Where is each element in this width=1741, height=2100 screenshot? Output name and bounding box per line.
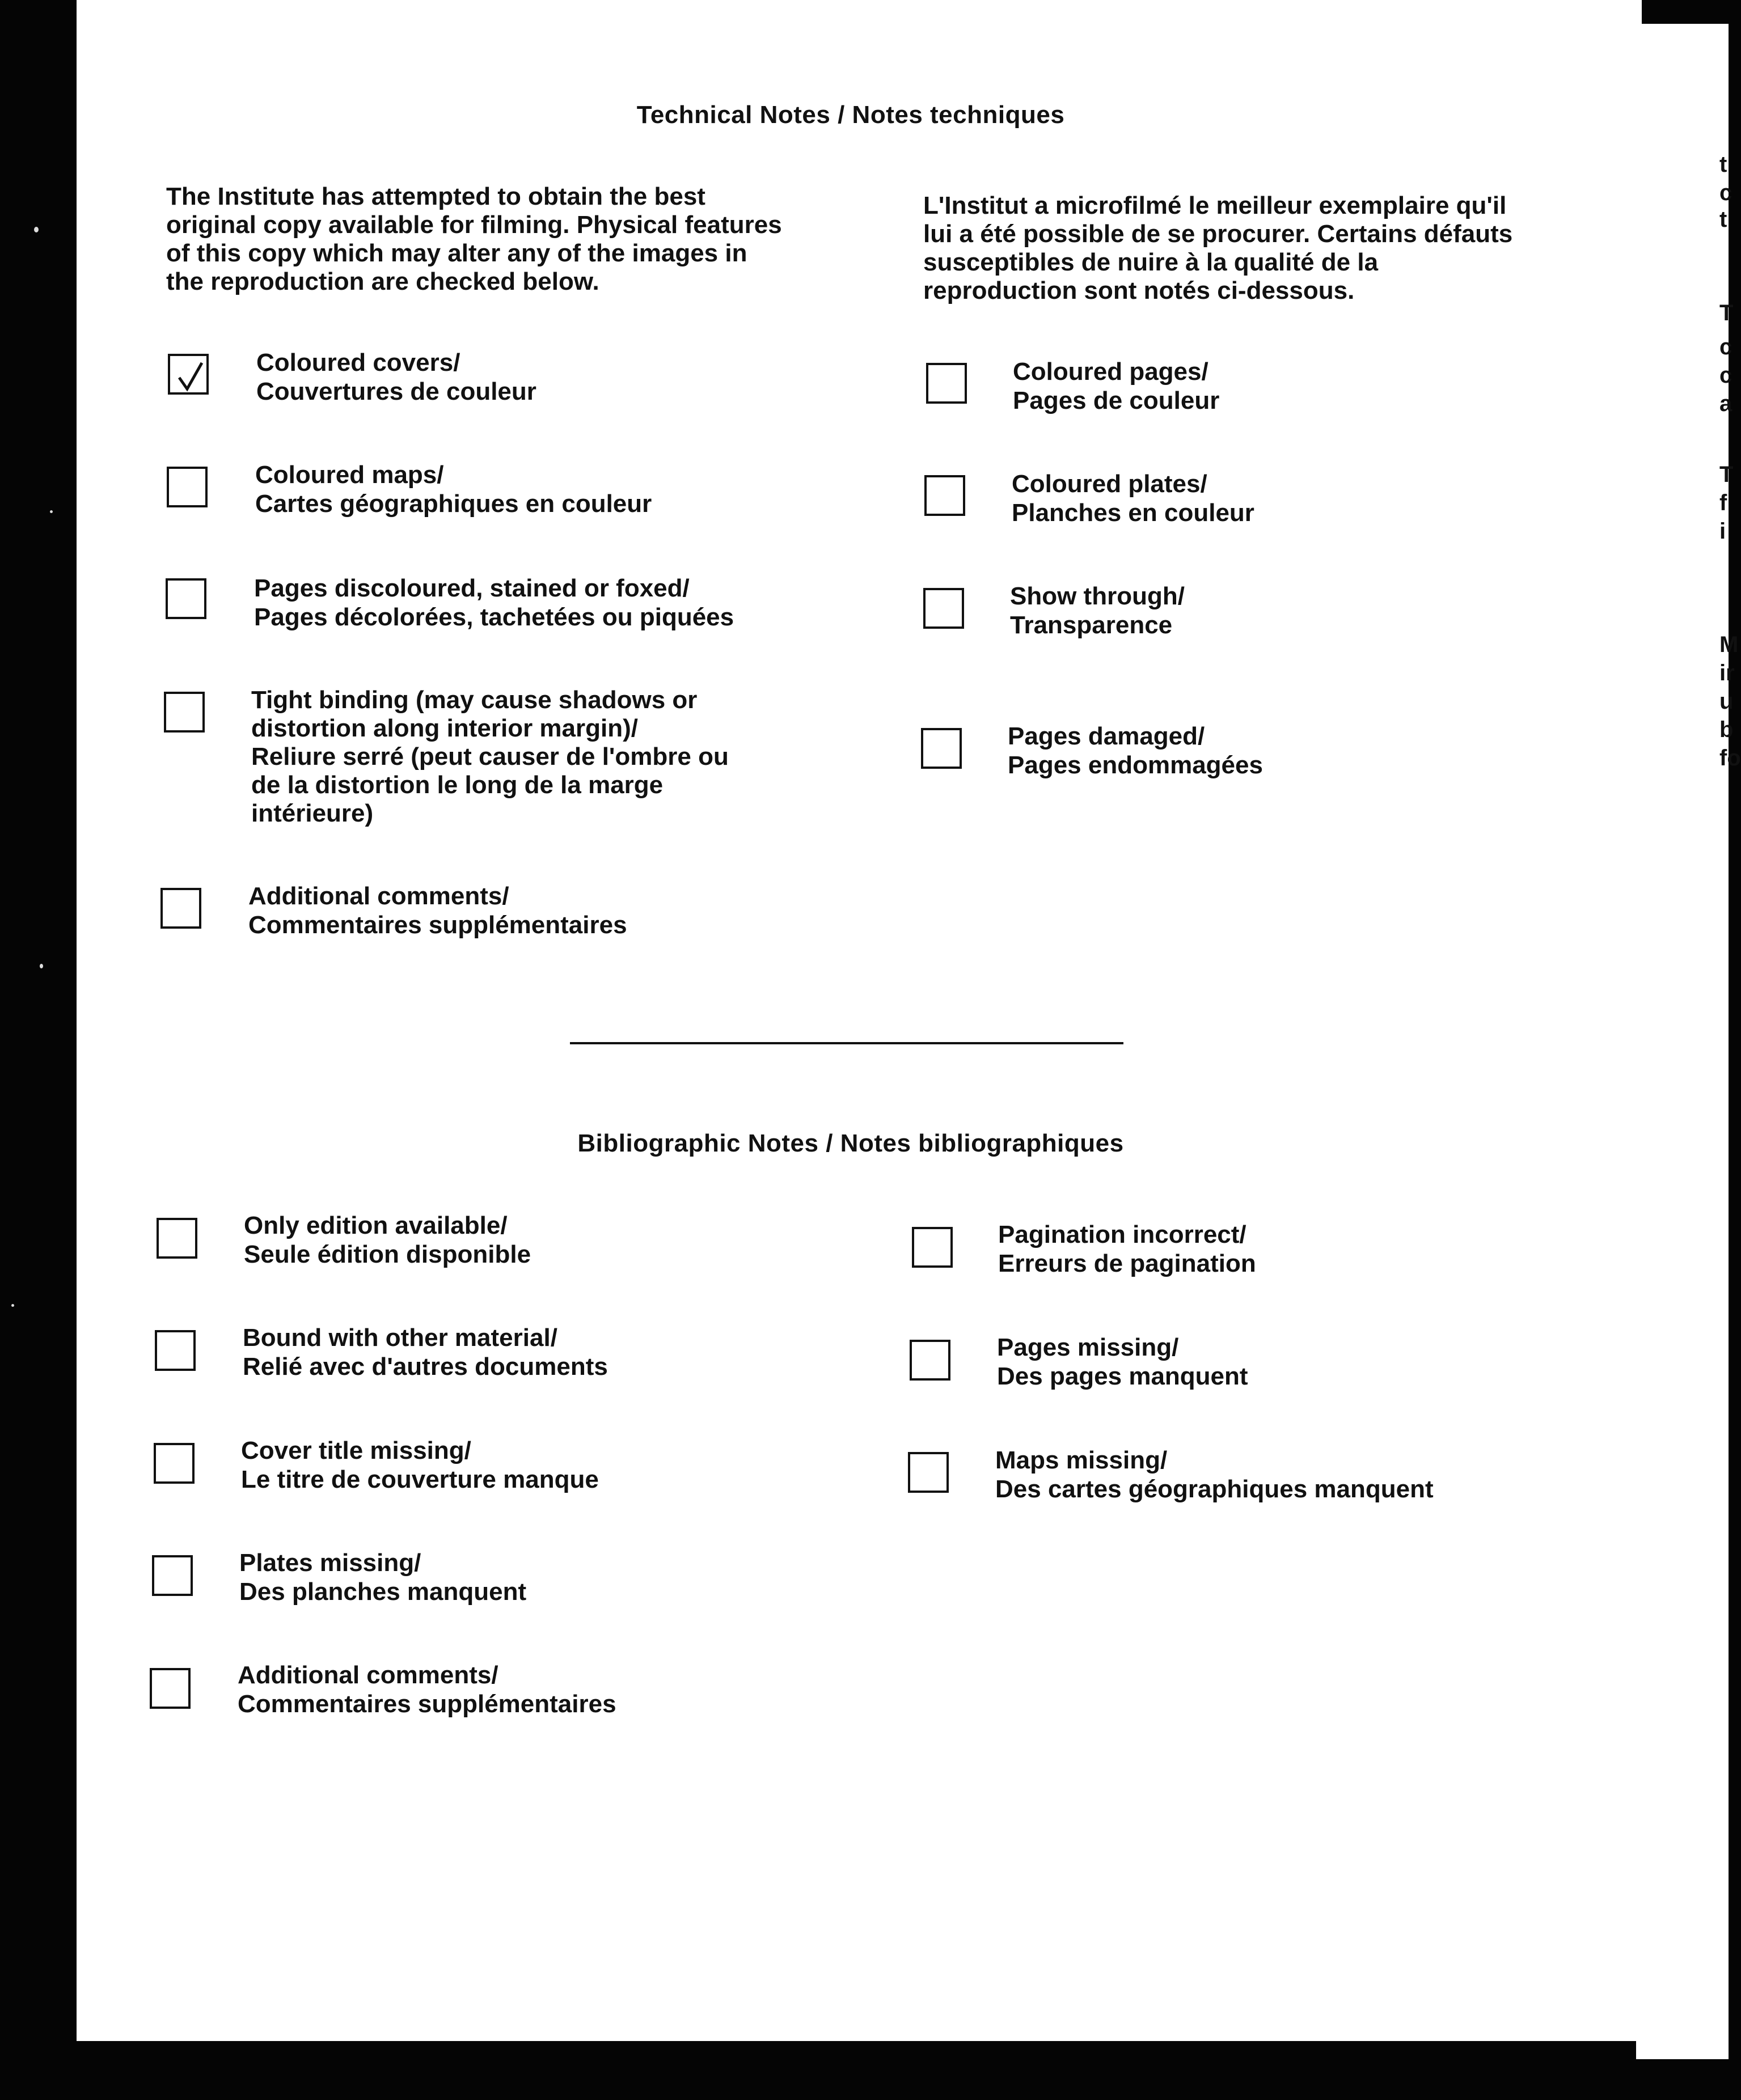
bound-with-checkbox[interactable] <box>155 1330 196 1371</box>
intro-french: L'Institut a microfilmé le meilleur exemplaire qu'il lui a été possible de se procurer. Certains défauts susceptibles de nuire à la qualité de la reproduction sont notés ci-dessous. <box>923 192 1513 304</box>
coloured-maps-checkbox[interactable] <box>167 467 208 507</box>
fragment-letter: t <box>1719 152 1727 177</box>
technical-notes-title: Technical Notes / Notes techniques <box>636 101 1065 129</box>
fragment-letter: b <box>1719 717 1734 742</box>
fragment-letter: fo <box>1719 746 1741 770</box>
fragment-letter: ir <box>1719 661 1735 685</box>
scan-speck <box>11 1304 14 1307</box>
fragment-letter: f <box>1719 490 1727 515</box>
adjacent-page-strip <box>1636 24 1729 2059</box>
scan-speck <box>34 227 39 232</box>
coloured-pages-label: Coloured pages/ Pages de couleur <box>1013 358 1220 414</box>
bib-additional-comments-label: Additional comments/ Commentaires supplémentaires <box>238 1661 616 1718</box>
fragment-letter: u <box>1719 689 1734 714</box>
section-divider <box>570 1042 1123 1044</box>
additional-comments-label: Additional comments/ Commentaires supplémentaires <box>248 882 627 939</box>
fragment-letter: t <box>1719 207 1727 232</box>
bibliographic-notes-title: Bibliographic Notes / Notes bibliographiques <box>577 1129 1124 1157</box>
cover-title-missing-checkbox[interactable] <box>154 1443 195 1484</box>
maps-missing-checkbox[interactable] <box>908 1452 949 1493</box>
maps-missing-label: Maps missing/ Des cartes géographiques manquent <box>995 1446 1434 1503</box>
scan-speck <box>50 510 53 513</box>
bib-additional-comments-checkbox[interactable] <box>150 1668 191 1709</box>
coloured-covers-label: Coloured covers/ Couvertures de couleur <box>256 349 536 405</box>
fragment-letter: M <box>1719 632 1739 657</box>
tight-binding-label: Tight binding (may cause shadows or distortion along interior margin)/ Reliure serré (peut causer de l'ombre ou de la distortion le long de la marge intérieure) <box>251 686 729 827</box>
fragment-letter: a <box>1719 391 1732 416</box>
intro-english: The Institute has attempted to obtain the best original copy available for filming. Physical features of this copy which may alter any of the images in the reproduction are checked below. <box>166 183 782 295</box>
tight-binding-checkbox[interactable] <box>164 692 205 733</box>
pagination-incorrect-label: Pagination incorrect/ Erreurs de pagination <box>998 1221 1256 1277</box>
pages-missing-label: Pages missing/ Des pages manquent <box>997 1333 1248 1390</box>
pagination-incorrect-checkbox[interactable] <box>912 1227 953 1268</box>
coloured-maps-label: Coloured maps/ Cartes géographiques en couleur <box>255 461 652 518</box>
scan-speck <box>40 964 43 968</box>
only-edition-checkbox[interactable] <box>157 1218 197 1259</box>
fragment-letter: c <box>1719 335 1732 359</box>
fragment-letter: T <box>1719 300 1734 325</box>
plates-missing-label: Plates missing/ Des planches manquent <box>239 1549 527 1606</box>
pages-damaged-checkbox[interactable] <box>921 728 962 769</box>
fragment-letter: T <box>1719 462 1734 487</box>
additional-comments-checkbox[interactable] <box>160 888 201 929</box>
checkmark-icon <box>172 358 209 395</box>
cover-title-missing-label: Cover title missing/ Le titre de couverture manque <box>241 1437 599 1493</box>
coloured-plates-checkbox[interactable] <box>924 475 965 516</box>
pages-discoloured-checkbox[interactable] <box>166 578 206 619</box>
fragment-letter: c <box>1719 180 1732 205</box>
pages-discoloured-label: Pages discoloured, stained or foxed/ Pages décolorées, tachetées ou piquées <box>254 574 734 631</box>
document-page <box>77 0 1642 2041</box>
fragment-letter: i <box>1719 519 1726 544</box>
pages-missing-checkbox[interactable] <box>910 1340 950 1381</box>
fragment-letter: c <box>1719 363 1732 388</box>
show-through-checkbox[interactable] <box>923 588 964 629</box>
bound-with-label: Bound with other material/ Relié avec d'autres documents <box>243 1324 608 1381</box>
show-through-label: Show through/ Transparence <box>1010 582 1185 639</box>
coloured-plates-label: Coloured plates/ Planches en couleur <box>1012 470 1254 527</box>
plates-missing-checkbox[interactable] <box>152 1555 193 1596</box>
only-edition-label: Only edition available/ Seule édition disponible <box>244 1212 531 1268</box>
coloured-pages-checkbox[interactable] <box>926 363 967 404</box>
pages-damaged-label: Pages damaged/ Pages endommagées <box>1008 722 1263 779</box>
coloured-covers-checkbox[interactable] <box>168 354 209 395</box>
